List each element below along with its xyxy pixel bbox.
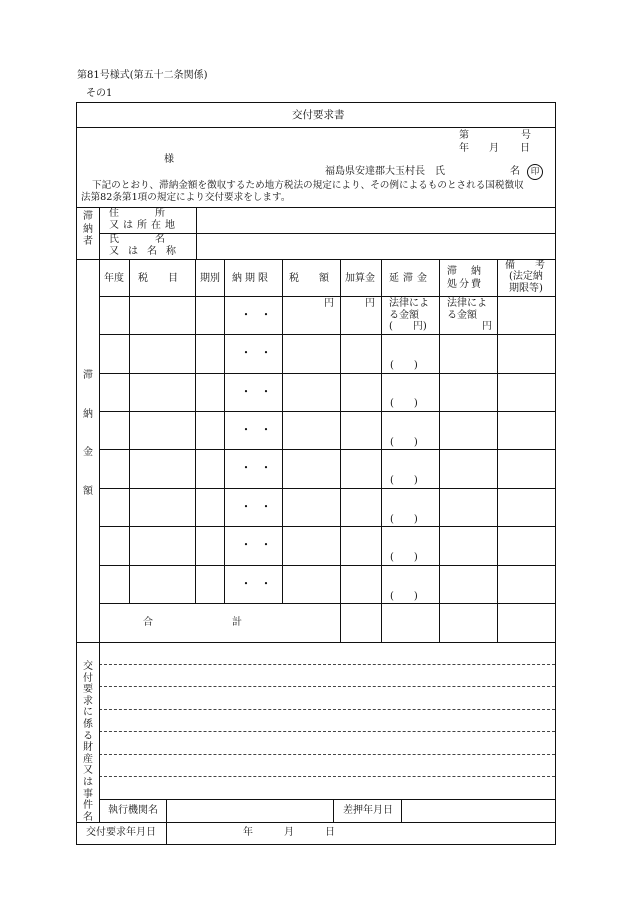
fee-yen-unit: 円 <box>482 321 492 332</box>
late-law-1: 法律によ <box>389 298 429 309</box>
addressee-sama: 様 <box>164 154 174 165</box>
header-note-1: 備 考 <box>505 260 545 271</box>
due-date-dots: ・ ・ <box>241 579 271 590</box>
address-label-1: 住 所 <box>109 208 167 219</box>
header-note-3: 期限等) <box>509 283 543 294</box>
header-fee-2: 処分費 <box>447 279 483 290</box>
date-hi: 日 <box>520 143 530 154</box>
header-tax-item: 税 目 <box>138 273 178 284</box>
body-line-1: 下記のとおり、滞納金額を徴収するため地方税法の規定により、その例によるものとされる国税徴収 <box>92 180 524 191</box>
late-paren: ( ) <box>390 360 418 371</box>
number-gou: 号 <box>521 130 531 141</box>
address-label-2: 又は所在地 <box>109 220 179 231</box>
request-date-tsuki: 月 <box>284 827 294 838</box>
request-date-label: 交付要求年月日 <box>86 827 156 838</box>
form-number: 第81号様式(第五十二条関係) <box>77 70 208 81</box>
total-label-kei: 計 <box>232 617 242 628</box>
late-paren: ( ) <box>390 437 418 448</box>
header-add: 加算金 <box>345 273 375 284</box>
late-paren: ( ) <box>390 398 418 409</box>
fee-law-2: る金額 <box>447 310 477 321</box>
late-paren-yen: ( 円) <box>389 321 427 332</box>
total-label-gou: 合 <box>143 617 153 628</box>
name-label-1: 氏 名 <box>109 234 167 245</box>
form-part: その1 <box>86 88 113 99</box>
due-date-dots: ・ ・ <box>241 310 271 321</box>
seal-icon: 印 <box>527 164 543 180</box>
header-year: 年度 <box>104 273 124 284</box>
due-date-dots: ・ ・ <box>241 540 271 551</box>
late-paren: ( ) <box>390 475 418 486</box>
late-paren: ( ) <box>390 591 418 602</box>
date-tsuki: 月 <box>489 143 499 154</box>
due-date-dots: ・ ・ <box>241 387 271 398</box>
body-line-2: 法第82条第1項の規定により交付要求をします。 <box>81 192 291 203</box>
header-tax: 税 額 <box>289 273 329 284</box>
due-date-dots: ・ ・ <box>241 463 271 474</box>
header-late: 延滞金 <box>389 273 431 284</box>
header-note-2: (法定納 <box>509 271 543 282</box>
due-date-dots: ・ ・ <box>241 502 271 513</box>
form-title: 交付要求書 <box>292 109 345 121</box>
header-fee-1: 滞 納 <box>447 266 483 277</box>
issuer-mei: 名 <box>510 166 520 177</box>
request-date-nen: 年 <box>243 827 253 838</box>
header-due: 納期限 <box>232 273 271 284</box>
fee-law-1: 法律によ <box>447 298 487 309</box>
late-paren: ( ) <box>390 514 418 525</box>
due-date-dots: ・ ・ <box>241 425 271 436</box>
late-paren: ( ) <box>390 552 418 563</box>
header-period: 期別 <box>200 273 220 284</box>
agency-label: 執行機関名 <box>108 805 158 816</box>
seizure-date-label: 差押年月日 <box>343 805 393 816</box>
property-label: 交付要求に係る財産又は事件名 <box>83 661 93 823</box>
issuer-name: 福島県安達郡大玉村長 氏 <box>325 166 445 177</box>
late-law-2: る金額 <box>389 310 419 321</box>
delinquent-label: 滞納者 <box>83 211 93 247</box>
due-date-dots: ・ ・ <box>241 348 271 359</box>
number-dai: 第 <box>459 130 469 141</box>
tax-yen-unit: 円 <box>324 298 334 309</box>
amount-side-label: 滞納金額 <box>83 370 93 497</box>
name-label-2: 又は名称 <box>109 246 185 257</box>
add-yen-unit: 円 <box>365 298 375 309</box>
request-date-hi: 日 <box>325 827 335 838</box>
date-nen: 年 <box>459 143 469 154</box>
